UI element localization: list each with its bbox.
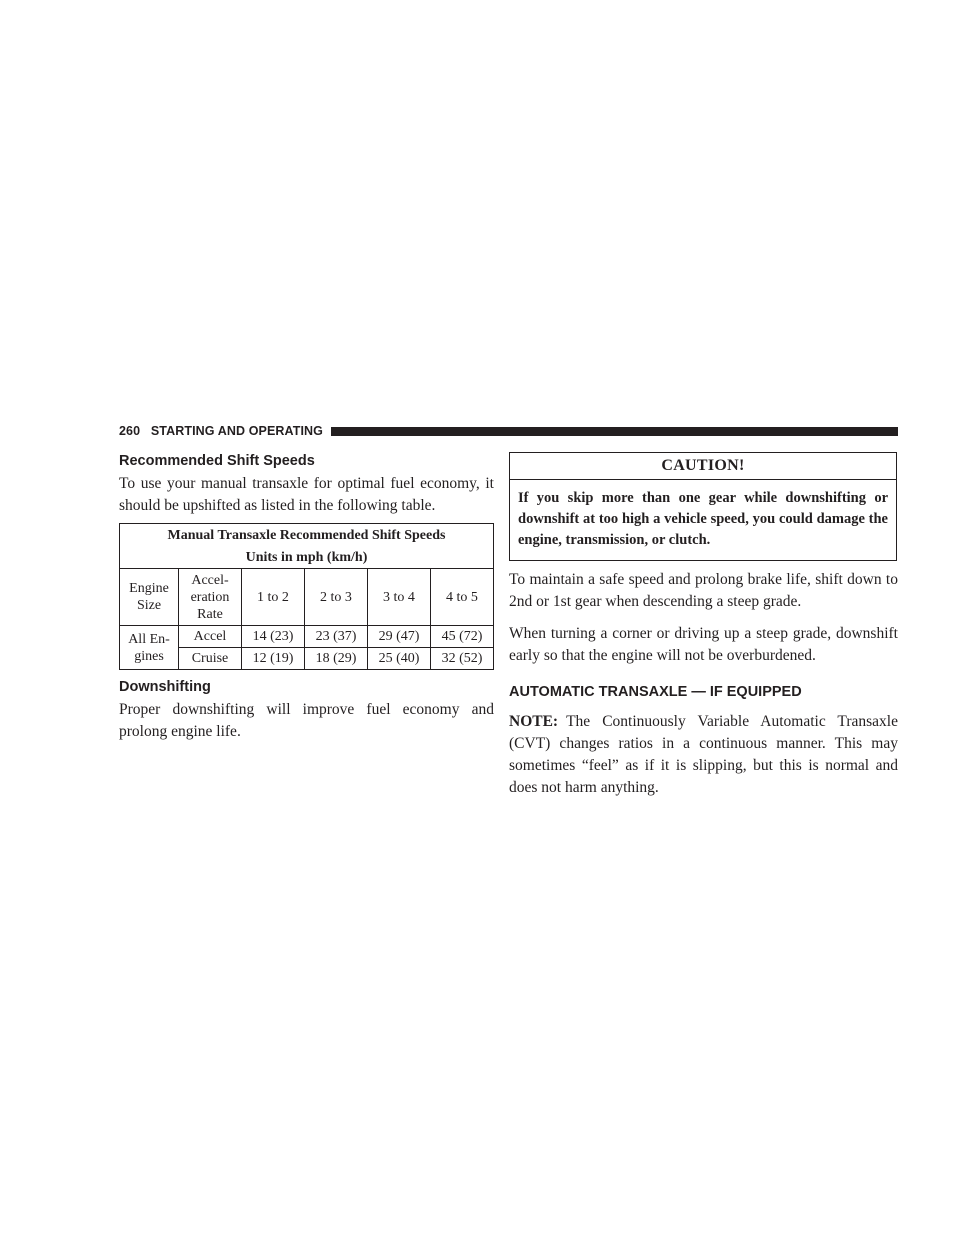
speed-cell: 29 (47): [368, 626, 431, 648]
table-subtitle-row: [120, 546, 494, 569]
shift-intro-paragraph: To use your manual transaxle for optimal fuel economy, it should be upshifted as listed in the following table.: [119, 475, 494, 514]
col-engine-size: Engine Size: [120, 569, 179, 626]
shift-speeds-table: [119, 523, 494, 670]
table-subtitle: Units in mph (km/h): [120, 546, 494, 569]
header-rule: [331, 427, 898, 436]
brake-life-paragraph: To maintain a safe speed and prolong brake life, shift down to 2nd or 1st gear when descending a steep grade.: [509, 571, 898, 610]
col-acceleration-rate: Accel-eration Rate: [179, 569, 242, 626]
table-title: Manual Transaxle Recommended Shift Speeds: [120, 524, 494, 547]
speed-cell: 14 (23): [242, 626, 305, 648]
note-label: NOTE:: [509, 713, 559, 730]
page-number: 260: [119, 424, 141, 438]
steep-grade-paragraph: When turning a corner or driving up a steep grade, downshift early so that the engine will not be overburdened.: [509, 625, 898, 664]
rate-cell: Cruise: [179, 648, 242, 670]
heading-downshifting: Downshifting: [119, 679, 211, 695]
col-gear-2-3: 2 to 3: [305, 569, 368, 626]
downshifting-paragraph: Proper downshifting will improve fuel economy and prolong engine life.: [119, 701, 494, 740]
heading-recommended-shift-speeds: Recommended Shift Speeds: [119, 453, 315, 469]
header-label: [119, 421, 331, 441]
col-gear-1-2: 1 to 2: [242, 569, 305, 626]
caution-text: If you skip more than one gear while downshifting or downshift at too high a vehicle speed, you could damage the engine, transmission, or clutch.: [518, 490, 888, 548]
caution-box: [509, 452, 897, 561]
speed-cell: 18 (29): [305, 648, 368, 670]
note-text: The Continuously Variable Automatic Transaxle (CVT) changes ratios in a continuous manner. This may sometimes “feel” as if it is slipping, but this is normal and does not harm anything.: [509, 713, 898, 796]
table-row: [120, 626, 494, 648]
running-header: [119, 421, 898, 441]
speed-cell: 23 (37): [305, 626, 368, 648]
speed-cell: 32 (52): [431, 648, 494, 670]
col-gear-4-5: 4 to 5: [431, 569, 494, 626]
col-gear-3-4: 3 to 4: [368, 569, 431, 626]
speed-cell: 12 (19): [242, 648, 305, 670]
left-column: [119, 452, 494, 743]
speed-cell: 25 (40): [368, 648, 431, 670]
caution-title: CAUTION!: [510, 453, 896, 480]
table-header-row: [120, 569, 494, 626]
section-title: STARTING AND OPERATING: [150, 424, 323, 438]
note-paragraph: [509, 711, 898, 799]
rate-cell: Accel: [179, 626, 242, 648]
engine-label: All En-gines: [120, 626, 179, 670]
table-title-row: [120, 524, 494, 547]
speed-cell: 45 (72): [431, 626, 494, 648]
right-column: [509, 452, 898, 799]
heading-automatic-transaxle: AUTOMATIC TRANSAXLE — IF EQUIPPED: [509, 684, 802, 700]
